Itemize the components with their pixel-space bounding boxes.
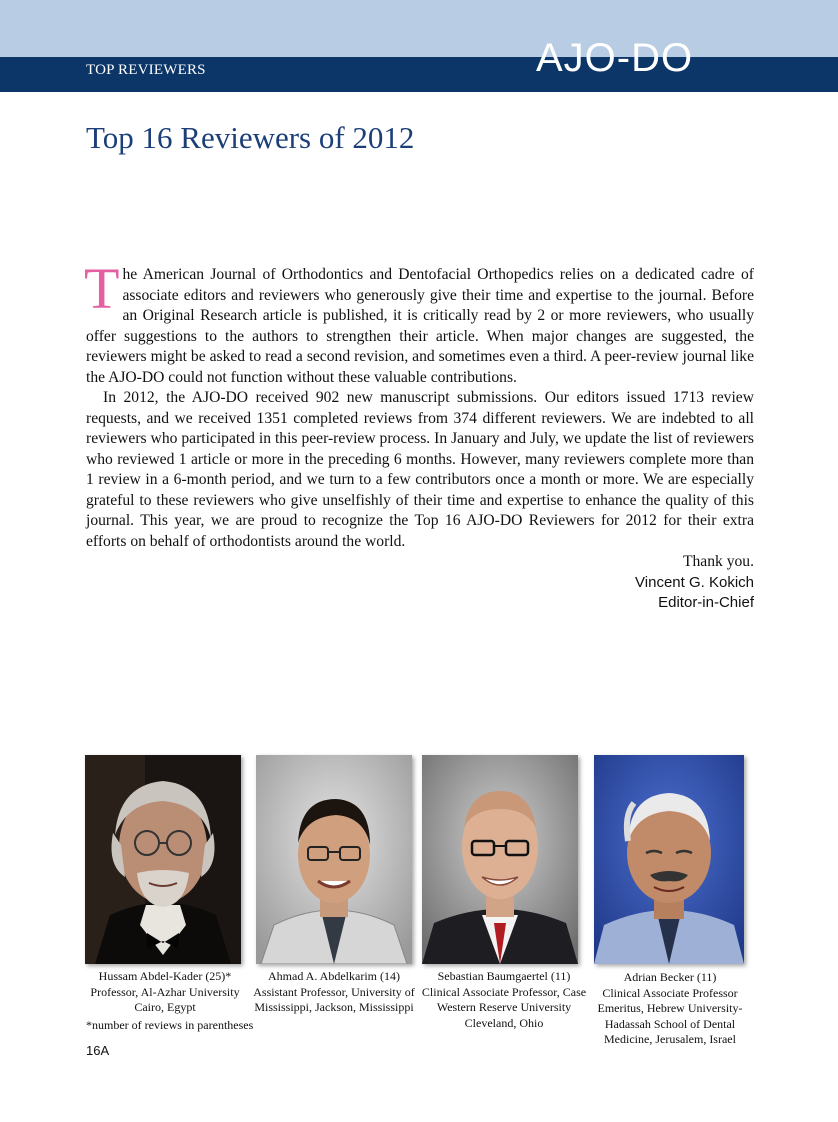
reviewer-affiliation-line: Hadassah School of Dental bbox=[604, 1016, 736, 1031]
reviewer-affiliation-line: Cairo, Egypt bbox=[134, 1000, 196, 1014]
reviewer-name: Ahmad A. Abdelkarim (14) bbox=[268, 969, 400, 983]
reviewer-name: Sebastian Baumgaertel (11) bbox=[437, 969, 571, 983]
paragraph-1-text: he American Journal of Orthodontics and Dentofacial Orthopedics relies on a dedicated cadre of associate editors and reviewers who generously give their time and expertise to the journal. Before an Original Research article is published, it is critically read by 2 or more reviewers, who usually offer suggestions to the authors to strengthen their article. When major changes are suggested, the reviewers might be asked to read a second revision, and sometimes even a third. A peer-review journal like the AJO-DO could not function without these valuable contributions. bbox=[86, 266, 754, 386]
reviewer-affiliation-line: Emeritus, Hebrew University- bbox=[597, 1001, 743, 1015]
paragraph-1 bbox=[84, 256, 754, 388]
reviewer-affiliation-line: Western Reserve University bbox=[436, 1000, 572, 1014]
journal-logo: AJO-DO bbox=[536, 36, 694, 80]
reviewer-affiliation-line: Professor, Al-Azhar University bbox=[90, 984, 240, 999]
reviewer-affiliation-line: Mississippi, Jackson, Mississippi bbox=[254, 1000, 414, 1014]
signature-block bbox=[86, 552, 754, 613]
signer-role: Editor-in-Chief bbox=[658, 593, 754, 611]
reviewer-affiliation-line: Clinical Associate Professor, Case bbox=[421, 984, 587, 999]
section-label: TOP REVIEWERS bbox=[86, 62, 206, 78]
reviewer-photo-4 bbox=[594, 755, 744, 964]
paragraph-2: In 2012, the AJO-DO received 902 new manuscript submissions. Our editors issued 1713 review requests, and we received 1351 completed reviews from 374 different reviewers. We are indebted to all reviewers who participated in this peer-review process. In January and July, we update the list of reviewers who reviewed 1 article or more in the preceding 6 months. However, many reviewers complete more than 1 review in a 6-month period, and we turn to a few contributors once a month or more. We are especially grateful to these reviewers who give unselfishly of their time and expertise to enhance the quality of this journal. This year, we are proud to recognize the Top 16 AJO-DO Reviewers for 2012 for their extra efforts on behalf of orthodontists around the world. bbox=[86, 389, 754, 550]
page-title: Top 16 Reviewers of 2012 bbox=[86, 120, 415, 155]
reviewer-caption-4 bbox=[590, 970, 750, 1048]
reviewer-name: Adrian Becker (11) bbox=[623, 970, 717, 984]
reviewer-photo-1 bbox=[85, 755, 241, 964]
reviewer-affiliation-line: Medicine, Jerusalem, Israel bbox=[604, 1032, 736, 1046]
footnote: *number of reviews in parentheses bbox=[86, 1018, 254, 1032]
reviewer-affiliation-line: Assistant Professor, University of bbox=[253, 984, 415, 999]
drop-cap: T bbox=[84, 256, 120, 321]
reviewer-caption-1 bbox=[80, 969, 250, 1016]
reviewer-name: Hussam Abdel-Kader (25)* bbox=[98, 969, 232, 983]
reviewer-caption-3 bbox=[418, 969, 590, 1031]
reviewer-photo-3 bbox=[422, 755, 578, 964]
signer-name: Vincent G. Kokich bbox=[635, 573, 754, 591]
header-top-band bbox=[0, 0, 838, 57]
article-body bbox=[84, 256, 754, 613]
reviewer-affiliation-line: Clinical Associate Professor bbox=[602, 985, 738, 1000]
reviewer-affiliation-line: Cleveland, Ohio bbox=[464, 1015, 544, 1030]
reviewer-caption-2 bbox=[250, 969, 418, 1016]
reviewer-photo-2 bbox=[256, 755, 412, 964]
closing-text: Thank you. bbox=[682, 553, 754, 570]
page-number: 16A bbox=[86, 1043, 110, 1058]
